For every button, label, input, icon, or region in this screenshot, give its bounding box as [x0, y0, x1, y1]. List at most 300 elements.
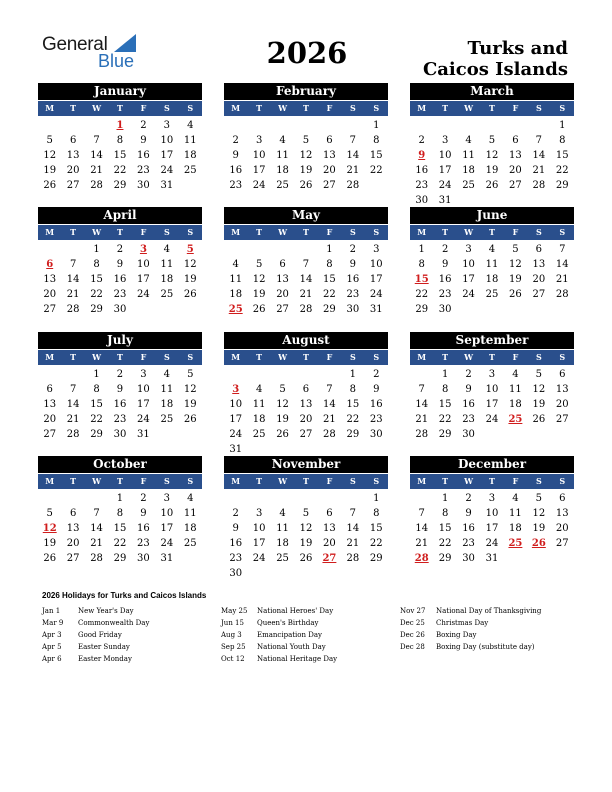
day-cell: 12: [299, 523, 313, 534]
day-grid: [224, 367, 388, 457]
weekday-label: T: [70, 352, 77, 362]
day-cell: 5: [255, 259, 263, 270]
weekday-label: T: [489, 227, 495, 237]
day-cell: 8: [326, 259, 333, 270]
day-cell: 4: [187, 493, 194, 504]
weekday-label: T: [303, 352, 309, 362]
weekday-label: M: [231, 476, 241, 486]
day-cell: 8: [559, 135, 566, 146]
day-cell: 8: [116, 135, 124, 146]
day-cell: 20: [323, 538, 336, 549]
month-name: September: [410, 332, 574, 349]
holiday-row: [221, 617, 337, 629]
weekday-label: S: [349, 227, 356, 237]
weekday-label: T: [117, 227, 123, 237]
day-cell: 13: [66, 150, 80, 161]
day-cell: 24: [137, 414, 150, 425]
day-cell: 27: [555, 538, 569, 549]
day-cell: 9: [232, 523, 239, 534]
day-cell: 3: [441, 135, 449, 146]
holiday-name: Queen's Birthday: [257, 619, 319, 627]
holidays-title: 2026 Holidays for Turks and Caicos Islands: [42, 591, 207, 600]
day-cell: 1: [441, 369, 449, 380]
day-cell: 25: [276, 180, 289, 191]
day-cell: 15: [113, 150, 127, 161]
day-cell: 6: [326, 508, 333, 519]
day-cell: 11: [252, 399, 266, 410]
day-cell: 11: [160, 259, 174, 270]
weekday-label: S: [349, 103, 356, 113]
day-cell: 18: [183, 150, 197, 161]
day-cell: 19: [276, 414, 289, 425]
day-cell: 6: [46, 384, 53, 395]
weekday-header: [38, 101, 202, 116]
day-cell: 10: [485, 384, 499, 395]
empty-day: [61, 491, 84, 506]
empty-day: [224, 118, 247, 133]
holiday-date: Apr 5: [42, 643, 62, 651]
day-cell: 3: [255, 508, 263, 519]
day-cell: 23: [113, 289, 127, 300]
weekday-label: W: [464, 227, 474, 237]
weekday-label: M: [45, 227, 55, 237]
day-cell: 1: [116, 493, 124, 504]
day-cell: 16: [113, 399, 127, 410]
empty-day: [271, 118, 294, 133]
month-july: [38, 332, 202, 442]
holiday-row: [42, 653, 149, 665]
day-cell: 2: [116, 369, 124, 380]
day-cell: 11: [509, 508, 522, 519]
month-name: December: [410, 456, 574, 473]
day-cell: 20: [555, 523, 569, 534]
holiday-date: Dec 28: [400, 643, 425, 651]
holiday-row: [42, 617, 149, 629]
weekday-label: T: [256, 352, 263, 362]
day-cell: 15: [90, 274, 103, 285]
day-cell: 8: [441, 508, 449, 519]
weekday-label: F: [326, 476, 333, 486]
weekday-label: S: [163, 352, 170, 362]
day-cell: 25: [183, 538, 197, 549]
month-name: May: [224, 207, 388, 224]
day-cell: 17: [229, 414, 243, 425]
day-cell: 26: [509, 289, 522, 300]
day-cell: 23: [462, 414, 475, 425]
holiday-date: Mar 9: [42, 619, 64, 627]
day-cell: 21: [66, 289, 80, 300]
day-cell: 8: [441, 384, 449, 395]
empty-day: [61, 242, 84, 257]
empty-day: [504, 118, 527, 133]
day-cell: 27: [509, 180, 522, 191]
day-cell: 10: [462, 259, 475, 270]
weekday-label: S: [535, 103, 542, 113]
day-cell: 24: [438, 180, 452, 191]
day-cell: 1: [93, 369, 100, 380]
day-cell: 29: [438, 553, 452, 564]
day-cell: 7: [418, 508, 425, 519]
weekday-label: M: [417, 227, 427, 237]
day-cell: 28: [90, 180, 103, 191]
holiday-name: New Year's Day: [78, 607, 134, 615]
weekday-header: [224, 225, 388, 240]
day-cell: 13: [299, 399, 313, 410]
day-cell: 5: [302, 135, 310, 146]
month-september: [410, 332, 574, 442]
day-cell: 31: [369, 304, 383, 315]
weekday-label: T: [303, 103, 309, 113]
holiday-name: Boxing Day: [436, 631, 477, 639]
day-cell: 28: [532, 180, 546, 191]
day-cell: 21: [299, 289, 313, 300]
weekday-label: F: [140, 476, 147, 486]
day-cell: 9: [441, 259, 449, 270]
day-cell: 2: [418, 135, 425, 146]
day-cell: 24: [137, 289, 150, 300]
empty-day: [341, 118, 364, 133]
empty-day: [410, 367, 433, 382]
weekday-label: T: [442, 103, 449, 113]
day-cell: 19: [532, 399, 546, 410]
day-grid: [38, 118, 202, 193]
day-cell: 24: [369, 289, 383, 300]
day-cell: 6: [326, 135, 333, 146]
day-cell: 12: [252, 274, 266, 285]
day-cell: 28: [90, 553, 103, 564]
holiday-date: Apr 3: [42, 631, 62, 639]
day-cell: 19: [485, 165, 499, 176]
day-cell: 18: [276, 538, 289, 549]
empty-day: [527, 118, 550, 133]
holiday-date: Jan 1: [42, 607, 61, 615]
day-cell: 12: [183, 259, 197, 270]
day-cell: 20: [43, 289, 57, 300]
weekday-header: [410, 101, 574, 116]
day-cell: 21: [346, 538, 360, 549]
day-cell: 6: [512, 135, 519, 146]
day-cell: 24: [160, 538, 174, 549]
weekday-label: S: [163, 103, 170, 113]
day-cell: 9: [465, 508, 472, 519]
empty-day: [294, 118, 317, 133]
day-cell: 28: [66, 429, 80, 440]
weekday-label: F: [140, 227, 147, 237]
day-cell: 19: [299, 538, 313, 549]
month-name: June: [410, 207, 574, 224]
day-cell: 8: [373, 135, 380, 146]
day-cell: 7: [69, 384, 77, 395]
holiday-day-cell: 6: [46, 259, 54, 270]
day-cell: 19: [43, 165, 57, 176]
day-cell: 9: [465, 384, 472, 395]
day-cell: 23: [369, 414, 383, 425]
day-cell: 25: [183, 165, 197, 176]
day-cell: 29: [113, 180, 127, 191]
day-cell: 22: [90, 289, 103, 300]
day-cell: 21: [415, 414, 429, 425]
day-cell: 2: [373, 369, 380, 380]
weekday-label: F: [326, 103, 333, 113]
day-grid: [410, 242, 574, 317]
holiday-name: Emancipation Day: [257, 631, 322, 639]
day-cell: 13: [555, 508, 569, 519]
day-cell: 18: [276, 165, 289, 176]
day-cell: 8: [349, 384, 357, 395]
generalblue-logo: [42, 34, 142, 72]
holiday-name: National Day of Thanksgiving: [436, 607, 542, 615]
day-cell: 11: [485, 259, 499, 270]
day-cell: 26: [43, 553, 57, 564]
day-cell: 30: [462, 429, 475, 440]
empty-day: [61, 118, 84, 133]
month-march: [410, 83, 574, 208]
day-cell: 22: [415, 289, 429, 300]
day-cell: 23: [346, 289, 360, 300]
day-cell: 1: [349, 369, 357, 380]
day-cell: 15: [323, 274, 336, 285]
day-cell: 8: [93, 384, 100, 395]
day-cell: 10: [252, 150, 266, 161]
day-cell: 13: [43, 399, 57, 410]
day-cell: 8: [93, 259, 100, 270]
day-cell: 21: [323, 414, 336, 425]
day-cell: 31: [229, 444, 243, 455]
empty-day: [38, 491, 61, 506]
holiday-name: Easter Monday: [78, 655, 132, 663]
day-cell: 30: [438, 304, 452, 315]
holiday-day-cell: 26: [531, 538, 546, 549]
day-cell: 3: [140, 369, 147, 380]
calendar-year: 2026: [266, 36, 348, 70]
day-cell: 3: [255, 135, 263, 146]
day-cell: 7: [93, 508, 100, 519]
day-cell: 14: [90, 150, 103, 161]
month-may: [224, 207, 388, 317]
day-cell: 12: [485, 150, 499, 161]
holiday-name: Good Friday: [78, 631, 122, 639]
weekday-header: [38, 350, 202, 365]
weekday-label: T: [489, 103, 495, 113]
weekday-label: S: [373, 352, 380, 362]
day-cell: 2: [232, 508, 239, 519]
day-cell: 25: [252, 429, 266, 440]
month-name: March: [410, 83, 574, 100]
day-cell: 20: [43, 414, 57, 425]
empty-day: [85, 491, 108, 506]
holiday-date: Aug 3: [221, 631, 242, 639]
empty-day: [271, 367, 294, 382]
day-cell: 26: [532, 414, 546, 425]
day-cell: 7: [93, 135, 100, 146]
weekday-header: [38, 474, 202, 489]
day-cell: 24: [485, 538, 499, 549]
day-cell: 5: [187, 369, 194, 380]
day-cell: 2: [116, 244, 124, 255]
holiday-name: Commonwealth Day: [78, 619, 150, 627]
day-cell: 5: [535, 493, 543, 504]
day-cell: 31: [137, 429, 150, 440]
day-cell: 11: [276, 523, 289, 534]
holiday-day-cell: 9: [418, 150, 426, 161]
weekday-header: [410, 350, 574, 365]
day-cell: 9: [232, 150, 239, 161]
day-cell: 6: [559, 493, 566, 504]
empty-day: [224, 242, 247, 257]
day-cell: 27: [532, 289, 546, 300]
day-cell: 26: [183, 289, 197, 300]
day-cell: 14: [66, 399, 80, 410]
day-cell: 27: [43, 429, 57, 440]
month-name: January: [38, 83, 202, 100]
logo-triangle-icon: [114, 34, 136, 52]
day-cell: 30: [415, 195, 429, 206]
weekday-label: T: [442, 227, 449, 237]
weekday-label: S: [349, 476, 356, 486]
weekday-label: M: [231, 227, 241, 237]
day-cell: 8: [418, 259, 425, 270]
day-cell: 12: [43, 150, 57, 161]
day-cell: 22: [346, 414, 360, 425]
day-cell: 16: [462, 523, 475, 534]
holiday-day-cell: 28: [414, 553, 429, 564]
day-cell: 5: [302, 508, 310, 519]
weekday-label: S: [373, 103, 380, 113]
holiday-row: [221, 605, 337, 617]
day-cell: 26: [485, 180, 499, 191]
weekday-label: W: [464, 103, 474, 113]
day-cell: 2: [232, 135, 239, 146]
holiday-day-cell: 3: [232, 384, 240, 395]
weekday-label: F: [140, 103, 147, 113]
day-cell: 2: [465, 493, 472, 504]
day-cell: 25: [485, 289, 499, 300]
day-cell: 18: [485, 274, 499, 285]
day-cell: 7: [418, 384, 425, 395]
day-cell: 9: [116, 259, 124, 270]
day-grid: [224, 118, 388, 193]
day-cell: 26: [43, 180, 57, 191]
weekday-label: S: [187, 103, 194, 113]
day-cell: 17: [485, 399, 499, 410]
empty-day: [224, 491, 247, 506]
day-cell: 19: [299, 165, 313, 176]
day-cell: 17: [462, 274, 475, 285]
day-cell: 26: [276, 429, 289, 440]
day-cell: 27: [276, 304, 289, 315]
day-cell: 10: [160, 508, 174, 519]
weekday-label: M: [45, 103, 55, 113]
weekday-label: T: [117, 476, 123, 486]
holiday-row: [400, 617, 541, 629]
holiday-row: [221, 653, 337, 665]
day-cell: 23: [415, 180, 429, 191]
weekday-label: S: [559, 103, 566, 113]
holiday-date: Sep 25: [221, 643, 246, 651]
empty-day: [85, 118, 108, 133]
day-cell: 7: [349, 135, 357, 146]
day-cell: 17: [252, 538, 266, 549]
day-cell: 15: [346, 399, 360, 410]
day-cell: 9: [349, 259, 357, 270]
day-cell: 13: [509, 150, 522, 161]
day-cell: 23: [438, 289, 452, 300]
day-cell: 1: [373, 120, 380, 131]
day-cell: 31: [438, 195, 452, 206]
day-cell: 28: [415, 429, 429, 440]
day-grid: [38, 491, 202, 566]
day-cell: 6: [302, 384, 310, 395]
empty-day: [271, 242, 294, 257]
day-cell: 29: [90, 304, 103, 315]
day-cell: 5: [488, 135, 496, 146]
day-cell: 22: [369, 165, 383, 176]
day-cell: 22: [113, 165, 127, 176]
weekday-label: M: [417, 352, 427, 362]
day-cell: 13: [66, 523, 80, 534]
day-cell: 13: [276, 274, 289, 285]
day-cell: 16: [229, 165, 243, 176]
day-cell: 29: [369, 553, 383, 564]
day-cell: 4: [279, 135, 286, 146]
day-cell: 4: [465, 135, 472, 146]
day-cell: 2: [465, 369, 472, 380]
day-cell: 15: [438, 523, 452, 534]
holiday-day-cell: 1: [116, 120, 124, 131]
empty-day: [247, 367, 270, 382]
day-cell: 21: [532, 165, 546, 176]
month-name: April: [38, 207, 202, 224]
day-cell: 12: [276, 399, 289, 410]
weekday-label: S: [187, 227, 194, 237]
day-cell: 15: [90, 399, 103, 410]
holiday-day-cell: 12: [42, 523, 57, 534]
day-cell: 24: [229, 429, 243, 440]
day-cell: 29: [415, 304, 429, 315]
weekday-label: W: [278, 103, 288, 113]
day-cell: 16: [113, 274, 127, 285]
month-april: [38, 207, 202, 317]
day-cell: 19: [183, 399, 197, 410]
day-cell: 7: [326, 384, 333, 395]
day-cell: 28: [299, 304, 313, 315]
empty-day: [38, 367, 61, 382]
empty-day: [433, 118, 456, 133]
month-november: [224, 456, 388, 581]
day-cell: 12: [532, 384, 546, 395]
holiday-date: Jun 15: [221, 619, 244, 627]
holiday-date: May 25: [221, 607, 248, 615]
day-cell: 14: [555, 259, 569, 270]
empty-day: [410, 118, 433, 133]
day-cell: 22: [90, 414, 103, 425]
day-cell: 20: [555, 399, 569, 410]
day-cell: 7: [302, 259, 310, 270]
day-cell: 9: [373, 384, 380, 395]
holiday-date: Oct 12: [221, 655, 245, 663]
day-cell: 10: [137, 384, 150, 395]
day-cell: 30: [137, 553, 150, 564]
day-cell: 26: [299, 180, 313, 191]
day-cell: 26: [183, 414, 197, 425]
day-cell: 23: [137, 165, 150, 176]
weekday-label: W: [464, 476, 474, 486]
day-cell: 20: [299, 414, 313, 425]
day-cell: 5: [46, 135, 53, 146]
day-cell: 15: [555, 150, 569, 161]
holiday-day-cell: 25: [508, 538, 523, 549]
weekday-label: T: [303, 227, 309, 237]
